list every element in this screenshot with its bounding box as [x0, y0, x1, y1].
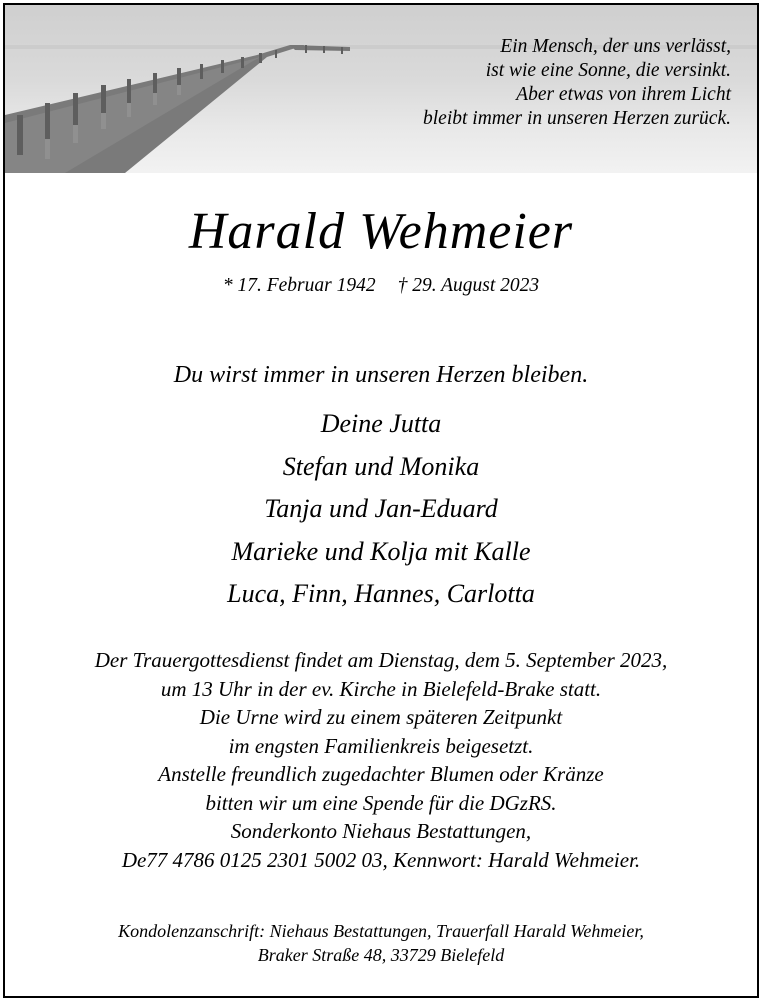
mourner-line: Deine Jutta	[320, 409, 442, 438]
mourner-line: Marieke und Kolja mit Kalle	[231, 536, 531, 566]
deceased-name: Harald Wehmeier	[188, 203, 574, 260]
header-image	[5, 5, 757, 173]
service-line: Anstelle freundlich zugedachter Blumen oder Kränze	[158, 762, 604, 786]
service-line: bitten wir um eine Spende für die DGzRS.	[205, 790, 557, 815]
header-quote	[311, 35, 731, 131]
service-line: Sonderkonto Niehaus Bestattungen,	[230, 819, 532, 843]
life-dates	[5, 274, 757, 298]
service-line: um 13 Uhr in der ev. Kirche in Bielefeld-Brake statt.	[160, 676, 602, 701]
condolence-line: Kondolenzanschrift: Niehaus Bestattungen, Trauerfall Harald Wehmeier,	[118, 921, 644, 941]
service-line: im engsten Familienkreis beigesetzt.	[228, 733, 534, 758]
service-line: Der Trauergottesdienst findet am Dienstag, dem 5. September 2023,	[94, 648, 668, 672]
service-line: De77 4786 0125 2301 5002 03, Kennwort: Harald Wehmeier.	[121, 847, 641, 872]
mourners-list	[5, 403, 757, 616]
service-line: Die Urne wird zu einem späteren Zeitpunkt	[199, 705, 563, 729]
birth-date: * 17. Februar 1942	[222, 275, 376, 296]
service-details	[5, 646, 757, 874]
condolence-line: Braker Straße 48, 33729 Bielefeld	[257, 945, 505, 965]
death-date: † 29. August 2023	[397, 275, 540, 296]
memorial-message: Du wirst immer in unseren Herzen bleiben.	[173, 362, 589, 388]
quote-line: Ein Mensch, der uns verlässt,	[500, 36, 731, 57]
mourner-line: Tanja und Jan-Eduard	[264, 494, 498, 523]
obituary-frame	[3, 3, 759, 998]
condolence-address	[5, 919, 757, 967]
quote-line: bleibt immer in unseren Herzen zurück.	[423, 108, 731, 129]
quote-line: Aber etwas von ihrem Licht	[516, 84, 731, 105]
mourner-line: Stefan und Monika	[282, 451, 480, 481]
quote-line: ist wie eine Sonne, die versinkt.	[485, 60, 731, 81]
mourner-line: Luca, Finn, Hannes, Carlotta	[227, 579, 535, 608]
